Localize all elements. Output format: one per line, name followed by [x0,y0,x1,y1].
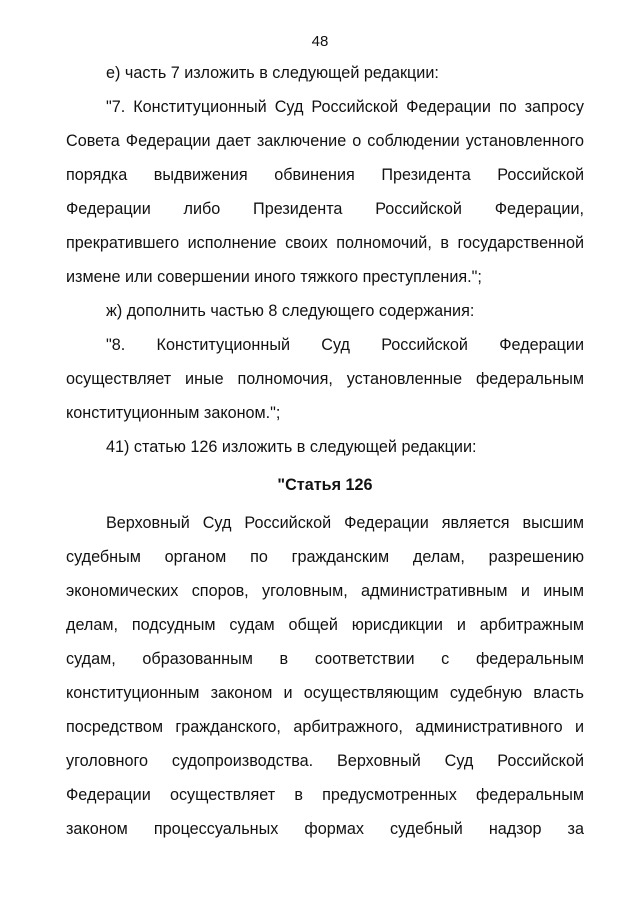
paragraph-line: конституционным законом и осуществляющим судебную власть [66,684,584,702]
paragraph-line: экономических споров, уголовным, административным и иным [66,582,584,600]
paragraph-line: конституционным законом."; [66,404,281,422]
paragraph-line: "8. Конституционный Суд Российской Федерации [106,336,584,354]
paragraph-line: Совета Федерации дает заключение о соблюдении установленного [66,132,584,150]
paragraph-part-7-text [66,90,584,294]
paragraph-line: 41) статью 126 изложить в следующей редакции: [106,438,477,456]
paragraph-line: посредством гражданского, арбитражного, административного и [66,718,584,736]
paragraph-amendment-zh [66,294,584,328]
article-heading: "Статья 126 [277,476,373,494]
paragraph-line: "7. Конституционный Суд Российской Федерации по запросу [106,98,584,116]
paragraph-line: е) часть 7 изложить в следующей редакции: [106,64,439,82]
paragraph-line: прекратившего исполнение своих полномочий, в государственной [66,234,584,252]
paragraph-amendment-41 [66,430,584,464]
paragraph-line: законом процессуальных формах судебный надзор за [66,820,584,838]
paragraph-line: судам, образованным в соответствии с федеральным [66,650,584,668]
paragraph-line: делам, подсудным судам общей юрисдикции и арбитражным [66,616,584,634]
paragraph-line: измене или совершении иного тяжкого преступления."; [66,268,482,286]
paragraph-line: Федерации осуществляет в предусмотренных федеральным [66,786,584,804]
paragraph-amendment-e [66,56,584,90]
paragraph-part-8-text [66,328,584,430]
paragraph-line: судебным органом по гражданским делам, разрешению [66,548,584,566]
paragraph-line: Верховный Суд Российской Федерации является высшим [106,514,584,532]
paragraph-line: уголовного судопроизводства. Верховный Суд Российской [66,752,584,770]
page-number: 48 [311,33,329,50]
paragraph-line: ж) дополнить частью 8 следующего содержания: [106,302,475,320]
paragraph-line: порядка выдвижения обвинения Президента Российской [66,166,584,184]
paragraph-article-126-text [66,506,584,846]
paragraph-line: осуществляет иные полномочия, установленные федеральным [66,370,584,388]
paragraph-line: Федерации либо Президента Российской Федерации, [66,200,584,218]
document-body [66,56,584,846]
